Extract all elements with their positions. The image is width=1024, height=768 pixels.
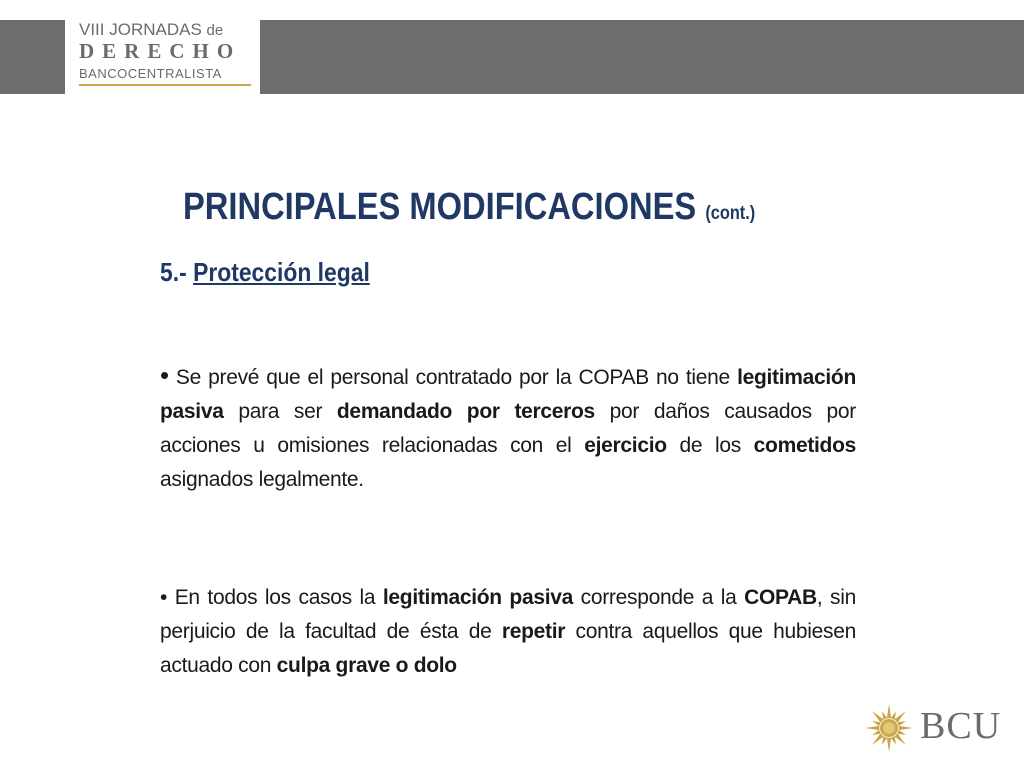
sun-ray [865,726,879,730]
sun-ray [899,726,913,730]
logo-line-3: BANCOCENTRALISTA [79,66,222,81]
logo-line-2: DERECHO [79,39,242,63]
bullet-list [160,358,856,683]
sun-ray [887,738,891,752]
section-subtitle: 5.- Protección legal [160,257,370,287]
sun-ray [872,730,880,735]
sun-ray [882,711,887,719]
sun-ray [897,721,905,726]
sun-ray [891,711,896,719]
sun-ray [894,711,906,723]
sun-ray [872,711,884,723]
slide-title: PRINCIPALES MODIFICACIONES (cont.) [183,186,756,228]
section-subtitle-text: Protección legal [193,257,370,287]
bcu-logo [862,700,1012,756]
sun-ray [872,733,884,745]
sun-ray [891,736,896,744]
sun-icon [864,703,914,753]
sun-ray [887,704,891,718]
logo-gold-rule [79,84,251,86]
title-cont-suffix: (cont.) [705,203,756,224]
bullet-marker: • [160,586,168,609]
logo-line-1: VIII JORNADAS de [79,20,224,39]
bullet-item-2: • En todos los casos la legitimación pasiva corresponde a la COPAB, sin perjuicio de la facultad de ésta de repetir contra aquellos que hubiesen actuado con culpa grave o dolo [160,586,857,677]
bullet-item-1: • Se prevé que el personal contratado por la COPAB no tiene legitimación pasiva para ser demandado por terceros por daños causados por acciones u omisiones relacionadas con el ejercicio de los cometidos asignados legalmente. [160,360,856,491]
bullet-marker: • [160,360,169,390]
sun-ray [872,721,880,726]
sun-ray [894,733,906,745]
bcu-brand-text: BCU [920,705,1002,747]
sun-ray [897,730,905,735]
event-logo [65,0,260,94]
sun-ray [882,736,887,744]
